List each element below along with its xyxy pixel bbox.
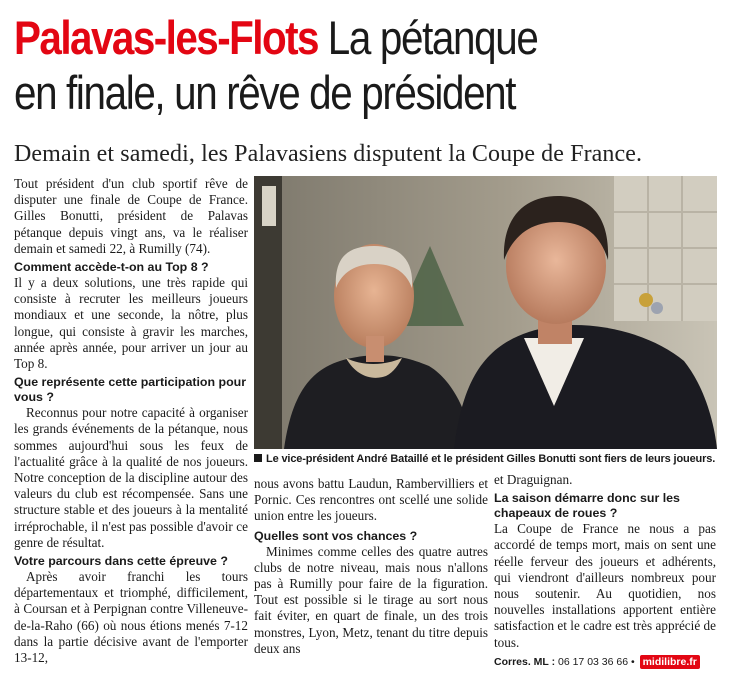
midilibre-brand: midilibre.fr — [640, 655, 700, 669]
photo-caption — [254, 452, 724, 466]
answer-parcours-part-2: nous avons battu Laudun, Rambervilliers et Pornic. Ces rencontres ont scellé une solide union entre les joueurs. — [254, 476, 488, 524]
headline-line-2: en finale, un rêve de président — [14, 66, 516, 119]
author-credit — [494, 655, 700, 669]
answer-participation: Reconnus pour notre capacité à organiser les grands événements de la pétanque, nous sommes aujourd'hui sous les feux de l'actualité grâce à la qualité de nos joueurs. Notre conception de la discipline autour des valeurs du club est récompensée. Sans une structure stable et des joueurs à la mentalité irréprochable, il n'est pas possible d'avoir ce genre de résultat. — [14, 405, 248, 550]
credit-phone: 06 17 03 36 66 • — [558, 656, 635, 668]
intro-paragraph: Tout président d'un club sportif rêve de disputer une finale de Coupe de France. Gilles Bonutti, président de Palavas pétanque depuis vingt ans, va le réaliser demain et samedi 22, à Rumilly (74). — [14, 176, 248, 256]
question-chances: Quelles sont vos chances ? — [254, 528, 418, 543]
text-column-3 — [494, 472, 716, 651]
answer-saison: La Coupe de France ne nous a pas accordé de temps mort, mais on sent une réelle ferveur des joueurs et adhérents, qui viendront d'ailleurs nombreux pour nous soutenir. Au quotidien, nos nouvelles installations apportent entière satisfaction et le cadre est très apprécié de tous. — [494, 521, 716, 650]
headline — [14, 10, 625, 120]
question-parcours: Votre parcours dans cette épreuve ? — [14, 554, 228, 569]
answer-top8: Il y a deux solutions, une très rapide qui consiste à recruter les meilleurs joueurs mondiaux et une seconde, la nôtre, plus longue, qui consiste à gravir les marches, année après année, pour arriver un jour au Top 8. — [14, 275, 248, 372]
question-participation: Que représente cette participation pour vous ? — [14, 375, 247, 405]
headline-kicker: Palavas-les-Flots — [14, 11, 318, 64]
article-photo — [254, 176, 717, 449]
answer-chances-part-1: Minimes comme celles des quatre autres clubs de notre niveau, mais nous n'allons pas à Rumilly pour faire de la figuration. Tout est possible si le tirage au sort nous fait éviter, en quart de finale, un des trois monstres, Lyon, Metz, tenant du titre depuis deux ans — [254, 543, 488, 656]
text-column-2 — [254, 476, 488, 657]
answer-parcours-part-1: Après avoir franchi les tours départementaux et triomphé, difficilement, à Coursan et à Perpignan contre Villeneuve-de-la-Raho (66) où nous étions menés 7-12 dans la partie décisive avant de l'emporter 13-12, — [14, 569, 248, 666]
question-saison: La saison démarre donc sur les chapeaux de roues ? — [494, 491, 680, 521]
answer-chances-part-2: et Draguignan. — [494, 472, 573, 487]
text-column-1 — [14, 176, 248, 666]
photo-illustration — [254, 176, 717, 449]
caption-text: Le vice-président André Bataillé et le président Gilles Bonutti sont fiers de leurs joueurs. — [266, 453, 716, 465]
headline-line-1: La pétanque — [327, 11, 538, 64]
question-top8: Comment accède-t-on au Top 8 ? — [14, 260, 209, 275]
credit-label: Corres. ML : — [494, 656, 556, 668]
caption-square-icon — [254, 454, 262, 462]
standfirst: Demain et samedi, les Palavasiens disputent la Coupe de France. — [14, 141, 643, 167]
